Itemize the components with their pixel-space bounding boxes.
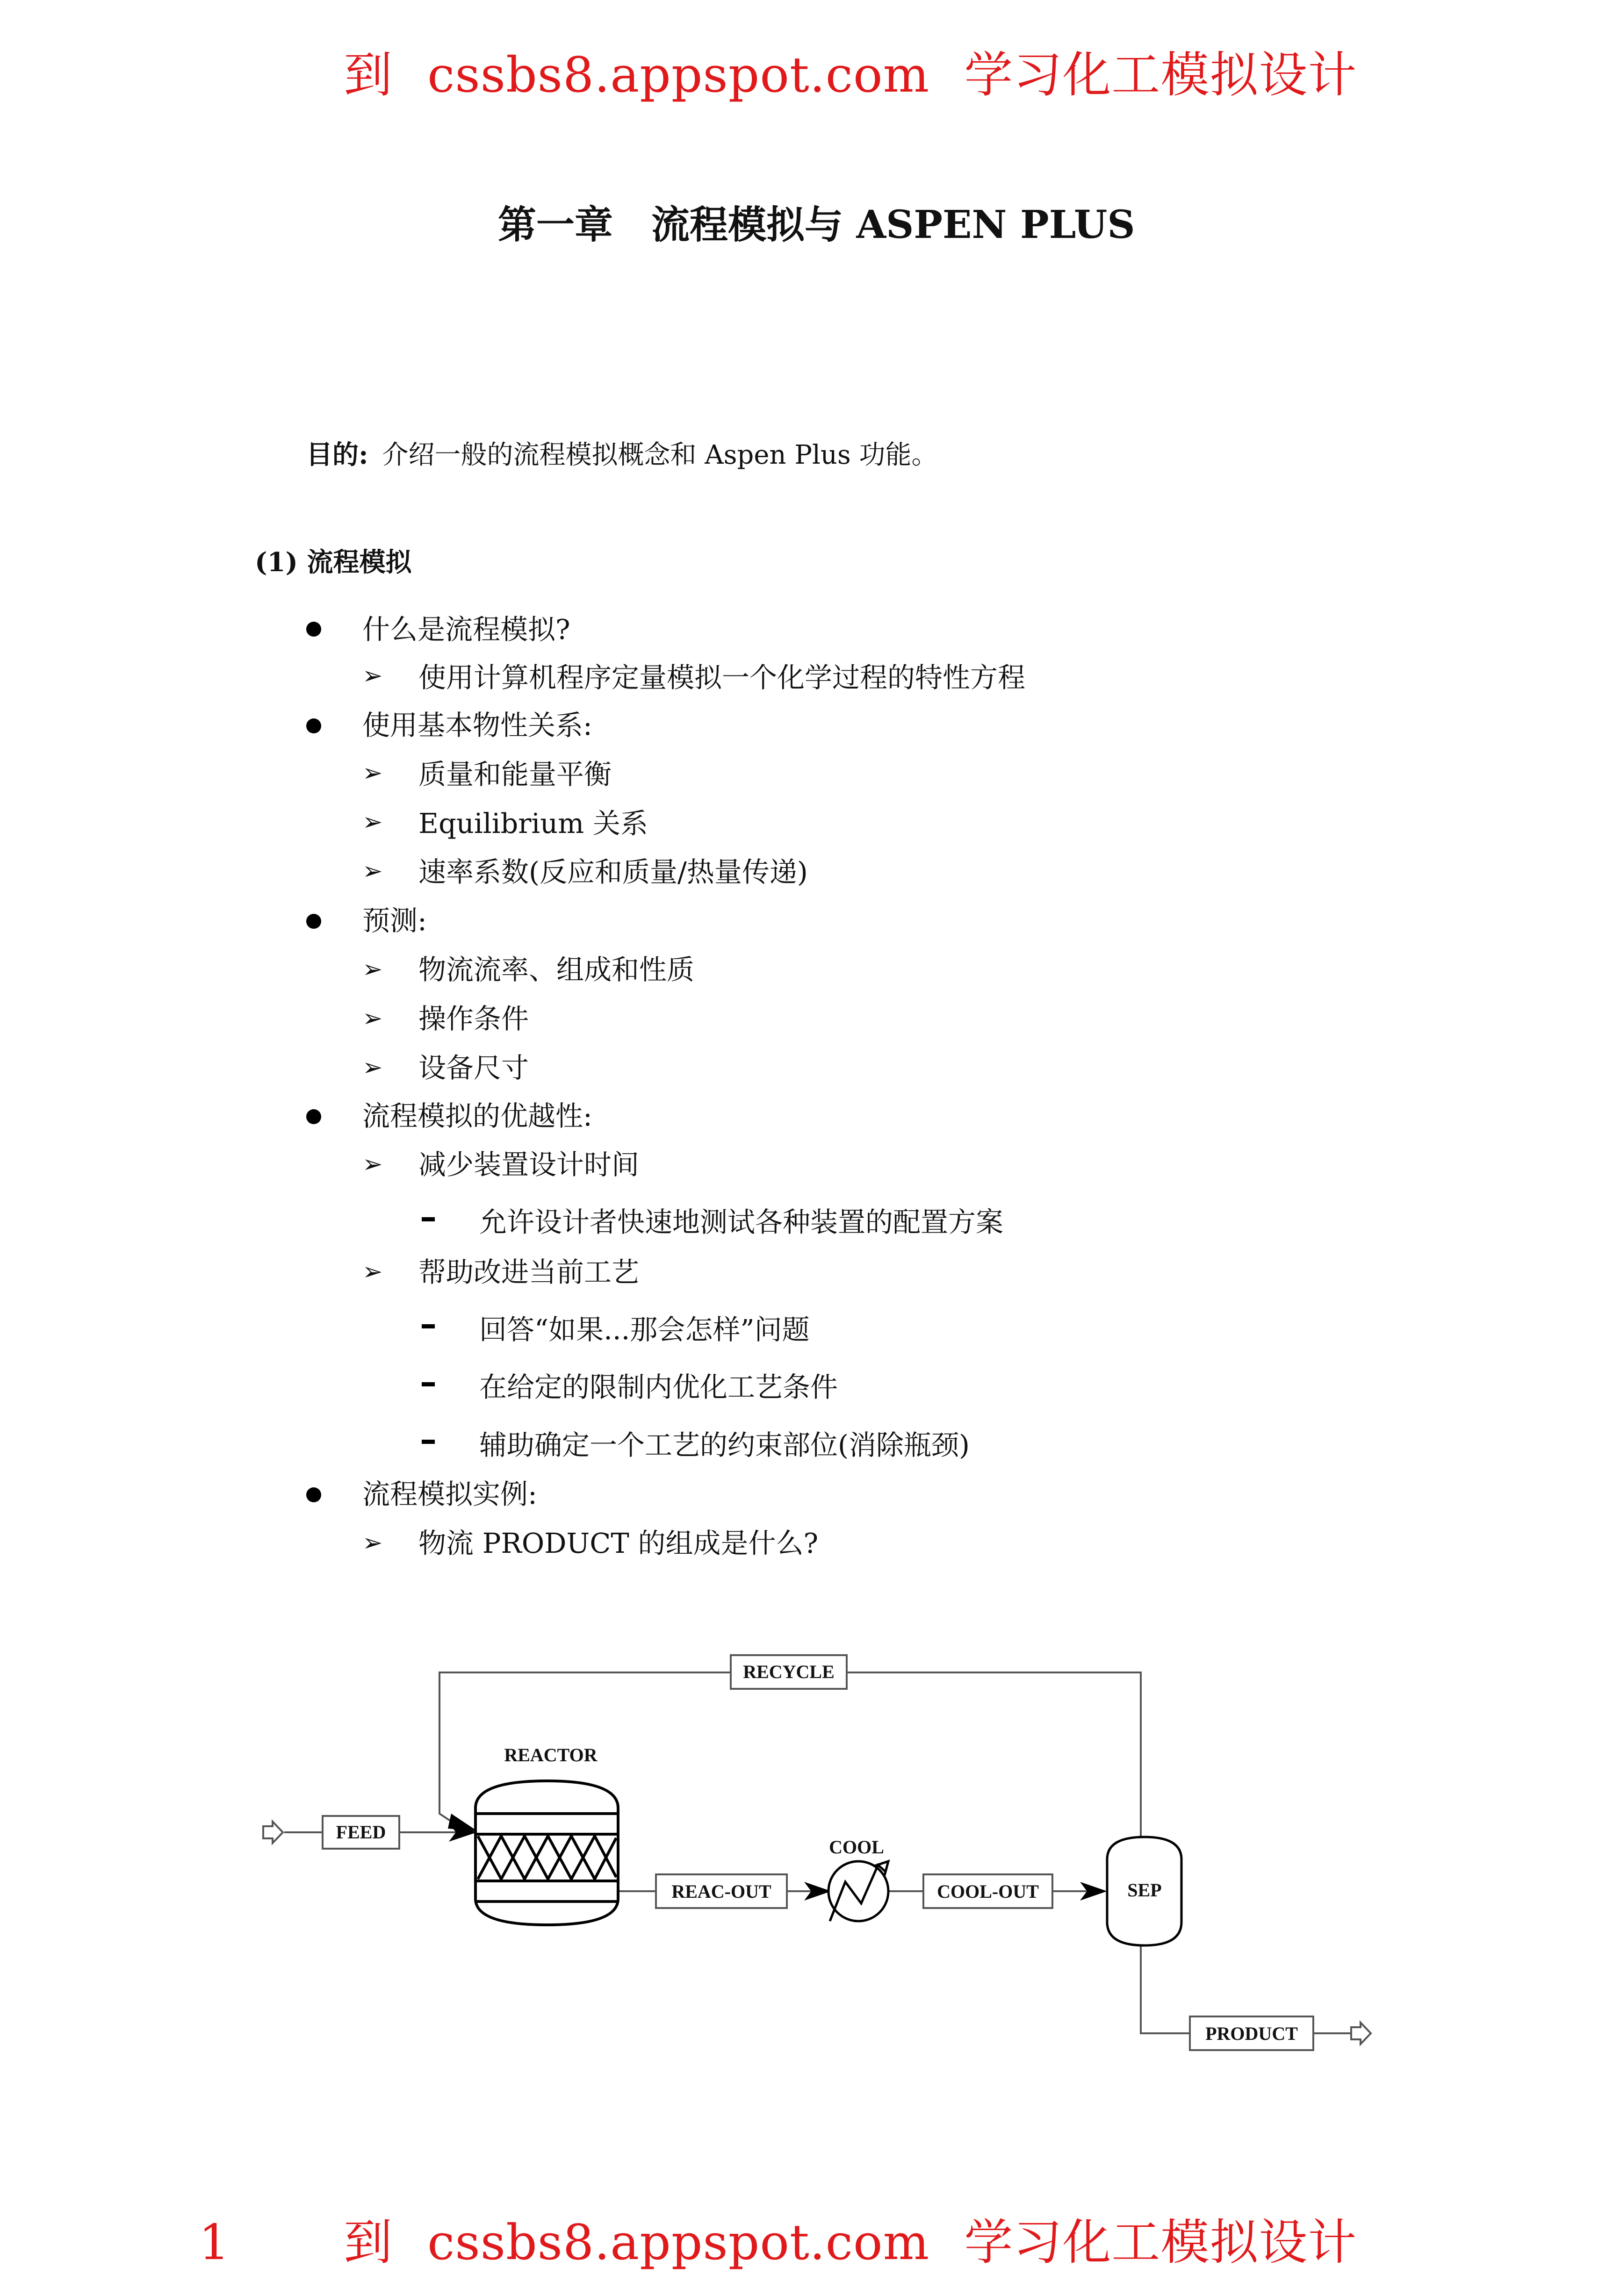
sep-label: SEP: [1127, 1880, 1162, 1901]
product-label: PRODUCT: [1205, 2023, 1298, 2044]
recycle-arrowhead-icon: [448, 1814, 478, 1831]
list-subitem: 使用计算机程序定量模拟一个化学过程的特性方程: [418, 661, 1026, 694]
arrow-bullet-icon: ➢: [362, 955, 383, 983]
list-subitem: 质量和能量平衡: [418, 758, 612, 790]
list-subitem: 速率系数(反应和质量/热量传递): [418, 856, 808, 888]
footer-banner: [344, 2214, 1357, 2271]
cool-label: COOL: [829, 1837, 884, 1858]
banner-url[interactable]: cssbs8.appspot.com: [427, 46, 930, 103]
list-subsubitem: 辅助确定一个工艺的约束部位(消除瓶颈): [479, 1429, 970, 1461]
list-subsubitem: 在给定的限制内优化工艺条件: [479, 1371, 838, 1403]
arrow-bullet-icon: ➢: [362, 808, 383, 836]
list-subitem: 设备尺寸: [418, 1052, 529, 1084]
list-subitem: 物流流率、组成和性质: [418, 954, 695, 986]
list-item: 预测:: [362, 904, 427, 937]
arrow-bullet-icon: ➢: [362, 857, 383, 885]
feed-inlet-arrow-icon: [263, 1822, 283, 1843]
purpose-text: 介绍一般的流程模拟概念和 Aspen Plus 功能。: [382, 440, 938, 470]
list-subsubitem: 允许设计者快速地测试各种装置的配置方案: [479, 1206, 1004, 1238]
arrow-bullet-icon: ➢: [362, 1529, 383, 1557]
recycle-label: RECYCLE: [743, 1661, 835, 1682]
list-item: 什么是流程模拟?: [362, 613, 570, 646]
footer-prefix: 到: [344, 2214, 393, 2271]
list-item: 流程模拟实例:: [362, 1478, 537, 1510]
cool-out-label: COOL-OUT: [937, 1881, 1039, 1902]
arrow-bullet-icon: ➢: [362, 1258, 383, 1286]
list-subitem: 操作条件: [418, 1003, 529, 1035]
list-item: 流程模拟的优越性:: [362, 1100, 592, 1132]
chapter-title: 第一章 流程模拟与 ASPEN PLUS: [498, 202, 1135, 247]
reac-out-label: REAC-OUT: [671, 1881, 771, 1902]
cooler-icon: [828, 1861, 888, 1921]
footer-suffix: 学习化工模拟设计: [964, 2214, 1357, 2271]
arrow-bullet-icon: ➢: [362, 1150, 383, 1178]
arrow-bullet-icon: ➢: [362, 1004, 383, 1033]
feed-label: FEED: [336, 1822, 386, 1843]
list-subitem: 物流 PRODUCT 的组成是什么?: [418, 1527, 819, 1559]
list-subitem: 减少装置设计时间: [418, 1148, 640, 1181]
footer-url[interactable]: cssbs8.appspot.com: [427, 2214, 930, 2271]
list-subitem: 帮助改进当前工艺: [418, 1256, 640, 1288]
arrow-bullet-icon: ➢: [362, 759, 383, 787]
list-item: 使用基本物性关系:: [362, 709, 592, 741]
banner-suffix: 学习化工模拟设计: [964, 46, 1357, 103]
purpose-label: 目的:: [306, 439, 368, 470]
section-heading: (1) 流程模拟: [255, 547, 412, 578]
page-number: 1: [199, 2214, 230, 2271]
reactor-vessel: [475, 1781, 618, 1925]
product-outlet-arrow-icon: [1351, 2023, 1371, 2044]
reactor-label: REACTOR: [504, 1744, 598, 1765]
arrow-bullet-icon: ➢: [362, 662, 383, 690]
arrow-bullet-icon: ➢: [362, 1054, 383, 1082]
list-subitem: Equilibrium 关系: [418, 807, 648, 839]
banner-prefix: 到: [344, 46, 393, 103]
list-subsubitem: 回答“如果...那会怎样”问题: [479, 1313, 810, 1346]
